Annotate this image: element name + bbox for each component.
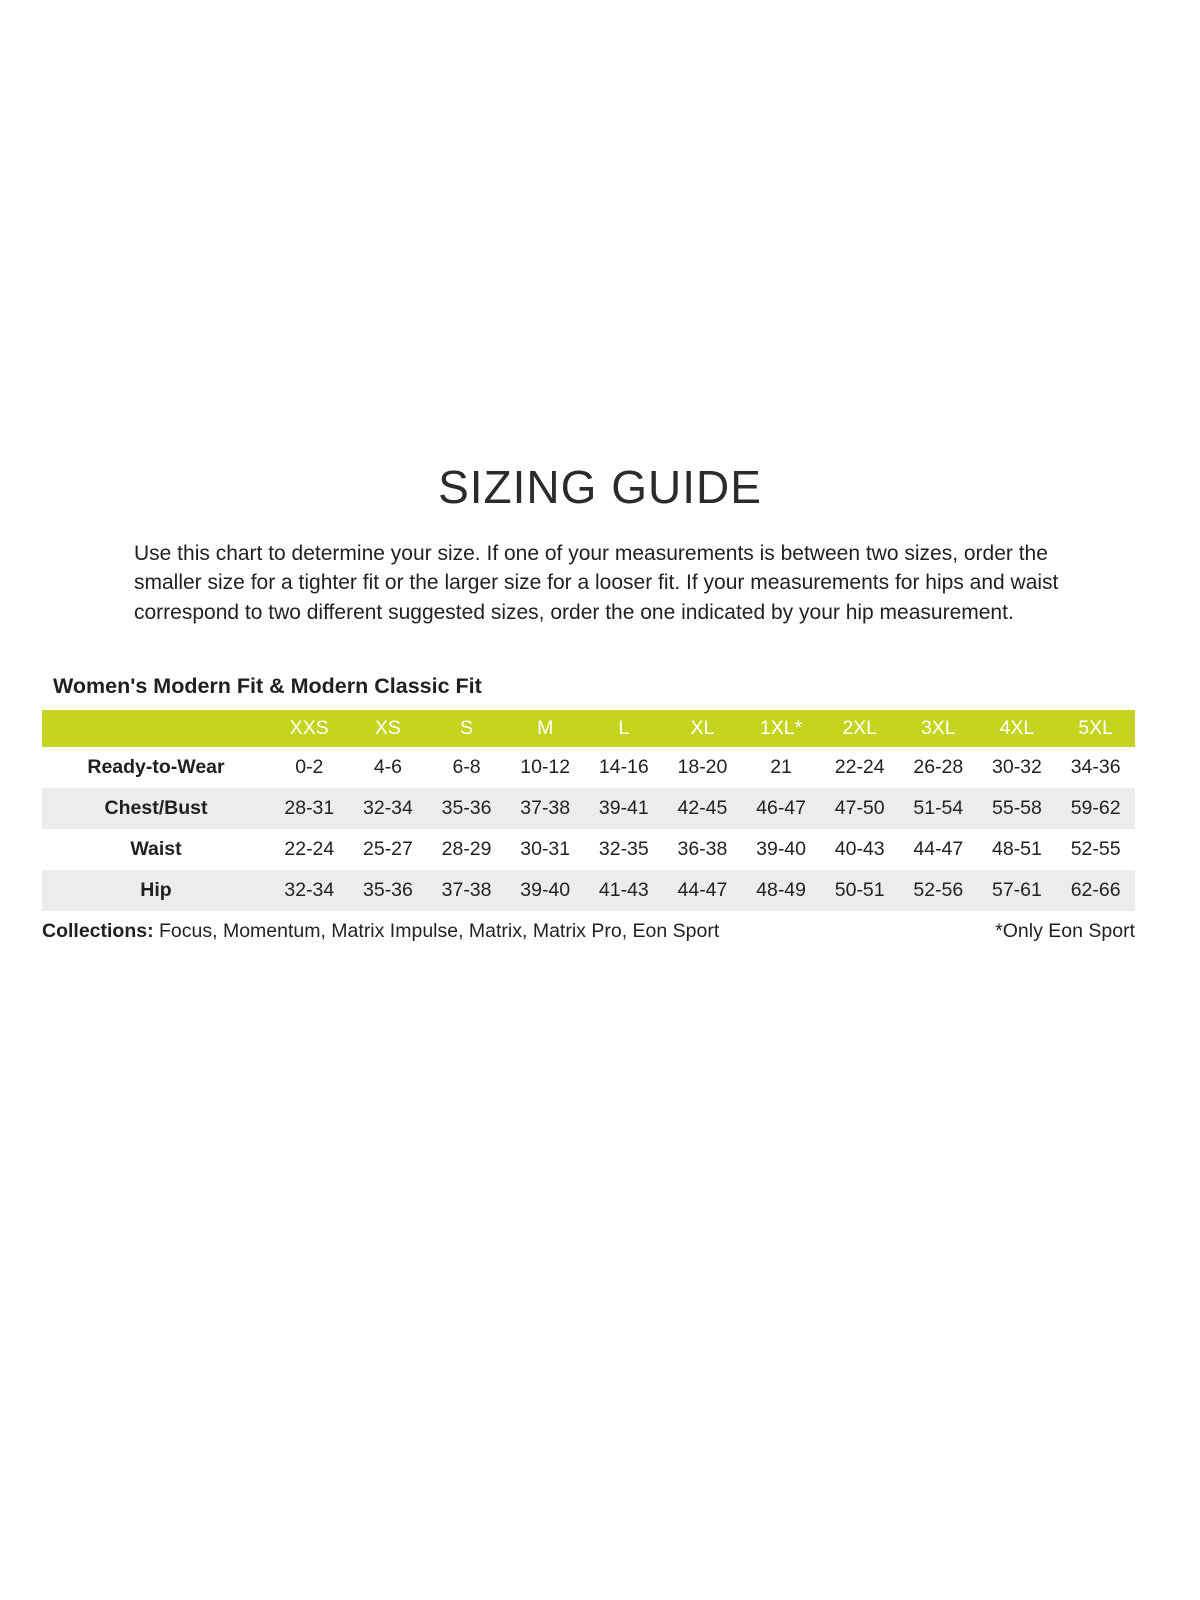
header-cell-size: 4XL bbox=[978, 710, 1057, 747]
header-cell-size: 1XL* bbox=[742, 710, 821, 747]
size-cell: 35-36 bbox=[363, 879, 413, 902]
size-cell: 6-8 bbox=[452, 756, 481, 779]
size-cell: 35-36 bbox=[441, 797, 492, 820]
size-cell: 39-40 bbox=[756, 838, 806, 861]
size-cell: 0-2 bbox=[295, 756, 324, 779]
header-cell-size: XXS bbox=[270, 710, 349, 747]
table-row bbox=[42, 870, 1135, 911]
size-cell: 18-20 bbox=[677, 756, 728, 779]
size-cell: 10-12 bbox=[520, 756, 571, 779]
size-cell: 51-54 bbox=[913, 797, 964, 820]
size-cell: 14-16 bbox=[598, 756, 649, 779]
collections-note bbox=[42, 920, 1135, 943]
size-cell: 57-61 bbox=[992, 879, 1042, 902]
header-cell-size: XL bbox=[663, 710, 742, 747]
size-cell: 55-58 bbox=[992, 797, 1042, 820]
size-cell: 36-38 bbox=[677, 838, 728, 861]
size-table-header bbox=[42, 710, 1135, 747]
table-row bbox=[42, 747, 1135, 788]
size-table-header-row bbox=[42, 710, 1135, 747]
size-cell: 28-31 bbox=[284, 797, 335, 820]
size-cell: 50-51 bbox=[834, 879, 885, 902]
size-cell: 21 bbox=[770, 756, 792, 779]
size-cell: 48-49 bbox=[756, 879, 806, 902]
size-cell: 37-38 bbox=[520, 797, 571, 820]
size-cell: 44-47 bbox=[913, 838, 964, 861]
row-label: Hip bbox=[140, 879, 172, 902]
size-cell: 26-28 bbox=[913, 756, 964, 779]
size-cell: 22-24 bbox=[834, 756, 885, 779]
size-cell: 39-40 bbox=[520, 879, 571, 902]
row-label: Waist bbox=[130, 838, 182, 861]
size-cell: 59-62 bbox=[1070, 797, 1121, 820]
intro-text: Use this chart to determine your size. If one of your measurements is between two sizes, order the smaller size for a tighter fit or the larger size for a looser fit. If your measurements for hips and waist correspond to two different suggested sizes, order the one indicated by your hip measurement. bbox=[134, 541, 1059, 625]
footnote: *Only Eon Sport bbox=[995, 920, 1135, 943]
table-row bbox=[42, 788, 1135, 829]
header-cell-size: L bbox=[585, 710, 664, 747]
size-cell: 47-50 bbox=[834, 797, 885, 820]
header-cell-size: S bbox=[427, 710, 506, 747]
size-table bbox=[42, 710, 1135, 911]
size-cell: 52-56 bbox=[913, 879, 964, 902]
page-title: SIZING GUIDE bbox=[438, 461, 762, 513]
size-cell: 30-31 bbox=[520, 838, 571, 861]
size-cell: 40-43 bbox=[834, 838, 885, 861]
header-cell-size: 5XL bbox=[1056, 710, 1135, 747]
size-cell: 62-66 bbox=[1070, 879, 1121, 902]
section-title: Women's Modern Fit & Modern Classic Fit bbox=[53, 674, 482, 699]
size-cell: 46-47 bbox=[756, 797, 806, 820]
size-table-body bbox=[42, 747, 1135, 911]
size-cell: 22-24 bbox=[284, 838, 335, 861]
size-cell: 32-35 bbox=[598, 838, 649, 861]
size-cell: 4-6 bbox=[373, 756, 403, 779]
collections-text bbox=[42, 920, 719, 943]
header-cell-empty bbox=[42, 710, 270, 747]
size-cell: 34-36 bbox=[1070, 756, 1121, 779]
size-cell: 52-55 bbox=[1070, 838, 1121, 861]
size-cell: 28-29 bbox=[441, 838, 492, 861]
table-row bbox=[42, 829, 1135, 870]
size-cell: 30-32 bbox=[992, 756, 1042, 779]
collections-list: Focus, Momentum, Matrix Impulse, Matrix, Matrix Pro, Eon Sport bbox=[153, 920, 720, 943]
size-cell: 25-27 bbox=[363, 838, 413, 861]
header-cell-size: XS bbox=[349, 710, 428, 747]
size-cell: 32-34 bbox=[363, 797, 413, 820]
size-cell: 39-41 bbox=[598, 797, 649, 820]
header-cell-size: 2XL bbox=[820, 710, 899, 747]
size-cell: 32-34 bbox=[284, 879, 335, 902]
row-label: Ready-to-Wear bbox=[87, 756, 225, 779]
size-cell: 44-47 bbox=[677, 879, 728, 902]
header-cell-size: M bbox=[506, 710, 585, 747]
row-label: Chest/Bust bbox=[104, 797, 208, 820]
size-cell: 37-38 bbox=[441, 879, 492, 902]
size-cell: 48-51 bbox=[992, 838, 1042, 861]
size-cell: 42-45 bbox=[677, 797, 728, 820]
collections-label: Collections: bbox=[42, 920, 154, 943]
top-spacer bbox=[0, 0, 1200, 462]
size-cell: 41-43 bbox=[598, 879, 649, 902]
header-cell-size: 3XL bbox=[899, 710, 978, 747]
